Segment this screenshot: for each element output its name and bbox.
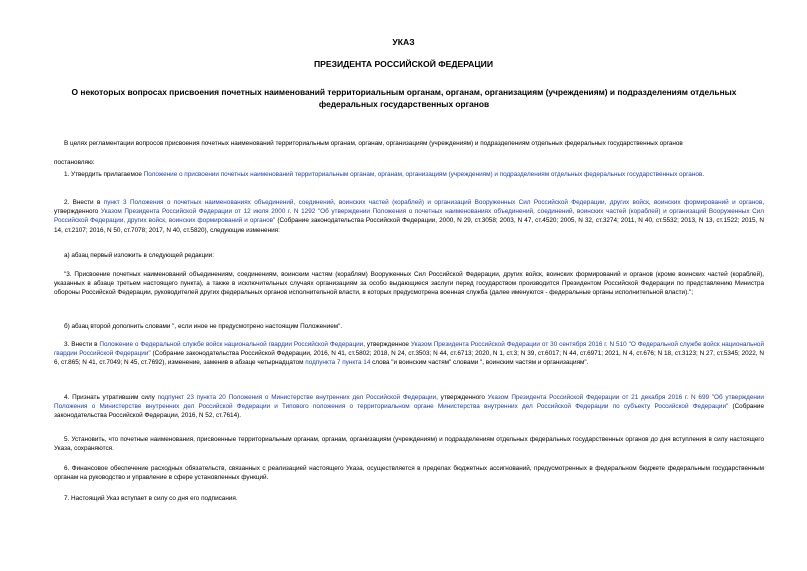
item-3-link-2[interactable]: Указом Президента Российской Федерации от 30 сентября 2016 г. N 510 "О Федеральной службе войск национальной гвардии Российской Федерации" — [54, 341, 765, 358]
item-4-end: (Собрание законодательства Российской Федерации, 2016, N 52, ст.7614). — [54, 403, 764, 420]
item-2-text: 2. Внести в — [64, 199, 104, 206]
item-4-mid: , утвержденного — [436, 394, 488, 401]
item-4 — [54, 393, 764, 421]
item-3-mid: , утвержденное — [363, 341, 411, 348]
item-2-link-2[interactable]: Указом Президента Российской Федерации от 12 июля 2000 г. N 1292 "Об утверждении Положения о почетных наименованиях объединений, соединений, воинских частей (кораблей) и организаций Вооруженных Сил Российской Федерации, других войск, воинских формирований и органов" — [54, 208, 764, 225]
item-1 — [54, 170, 764, 179]
document-subject: О некоторых вопросах присвоения почетных наименований территориальным органам, органам, организациям (учреждениям) и подразделениям отдельных федеральных государственных органов — [71, 87, 737, 109]
item-2-end: (Собрание законодательства Российской Федерации, 2000, N 29, ст.3058; 2003, N 47, ст.4520; 2005, N 32, ст.3274; 2011, N 40, ст.5532; 2013, N 13, ст.1522; 2015, N 14, ст.2107; 2016, N 50, ст.7078; 2017, N 40, ст.5820), следующие изменения: — [54, 217, 764, 234]
item-1-text: 1. Утвердить прилагаемое — [64, 171, 144, 178]
item-7: 7. Настоящий Указ вступает в силу со дня его подписания. — [64, 495, 238, 502]
item-2a: а) абзац первый изложить в следующей редакции: — [64, 252, 214, 259]
item-3-mid-2: (Собрание законодательства Российской Федерации, 2016, N 41, ст.5802; 2018, N 24, ст.3503; N 44, ст.6713; 2020, N 1, ст.3; N 39, ст.6017; N 44, ст.6971; 2021, N 4, ст.676; N 18, ст.3123; N 27, ст.5345; 2022, N 6, ст.865; N 41, ст.7049; N 45, ст.7692), изменение, заменив в абзаце четырнадцатом — [54, 350, 764, 367]
decree-word: постановляю: — [54, 159, 95, 166]
item-3-link-3[interactable]: подпункта 7 пункта 14 — [305, 359, 371, 367]
item-6: 6. Финансовое обеспечение расходных обязательств, связанных с реализацией настоящего Указа, осуществляется в пределах бюджетных ассигнований, предусмотренных в федеральном бюджете федеральным государственным органам на руководство и управление в сфере установленных функций. — [54, 465, 764, 482]
item-2a-text: "3. Присвоение почетных наименований объединениям, соединениям, воинским частям (кораблям) Вооруженных Сил Российской Федерации, других войск, воинских формирований и органов (кроме воинских частей (кораблей), указанных в абзаце третьем настоящего пункта), а также в исключительных случаях организациям за особо выдающиеся заслуги перед государством производится Президентом Российской Федерации по представлению Министра обороны Российской Федерации, руководителей других федеральных органов исполнительной власти, в которых предусмотрена военная служба (далее именуются - федеральные органы исполнительной власти)."; — [54, 271, 764, 297]
item-1-link[interactable]: Положение о присвоении почетных наименований территориальным органам, органам, организациям (учреждениям) и подразделениям отдельных федеральных государственных органов — [143, 171, 703, 178]
item-5: 5. Установить, что почетные наименования, присвоенные территориальным органам, органам, организациям (учреждениям) и подразделениям отдельных федеральных государственных органов до дня вступления в силу настоящего Указа, сохраняются. — [54, 436, 764, 453]
preamble: В целях регламентации вопросов присвоения почетных наименований территориальным органам, органам, организациям (учреждениям) и подразделениям отдельных федеральных государственных органов — [64, 140, 683, 147]
item-1-end: . — [702, 171, 704, 178]
item-2-mid: , утвержденного — [54, 199, 764, 216]
document-issuer: ПРЕЗИДЕНТА РОССИЙСКОЙ ФЕДЕРАЦИИ — [313, 59, 494, 69]
document-title: УКАЗ — [392, 37, 415, 47]
item-4-text: 4. Признать утратившим силу — [64, 394, 158, 401]
item-2b: б) абзац второй дополнить словами ", если иное не предусмотрено настоящим Положением". — [64, 323, 343, 330]
item-2 — [54, 198, 764, 235]
item-3 — [54, 340, 764, 368]
item-3-link-1[interactable]: Положение о Федеральной службе войск национальной гвардии Российской Федерации — [99, 341, 364, 348]
item-4-link-2[interactable]: Указом Президента Российской Федерации от 21 декабря 2016 г. N 699 "Об утверждении Положения о Министерстве внутренних дел Российской Федерации и Типового положения о территориальном органе Министерства внутренних дел Российской Федерации по субъекту Российской Федерации" — [54, 394, 764, 411]
item-3-text: 3. Внести в — [64, 341, 100, 348]
item-2-link-1[interactable]: пункт 3 Положения о почетных наименованиях объединений, соединений, воинских частей (кораблей) и организаций Вооруженных Сил Российской Федерации, других войск, воинских формирований и органов — [103, 199, 763, 206]
item-4-link-1[interactable]: подпункт 23 пункта 20 Положения о Министерстве внутренних дел Российской Федерации — [157, 394, 437, 401]
item-3-end: слова "и воинским частям" словами ", воинским частям и организациям". — [370, 359, 589, 367]
